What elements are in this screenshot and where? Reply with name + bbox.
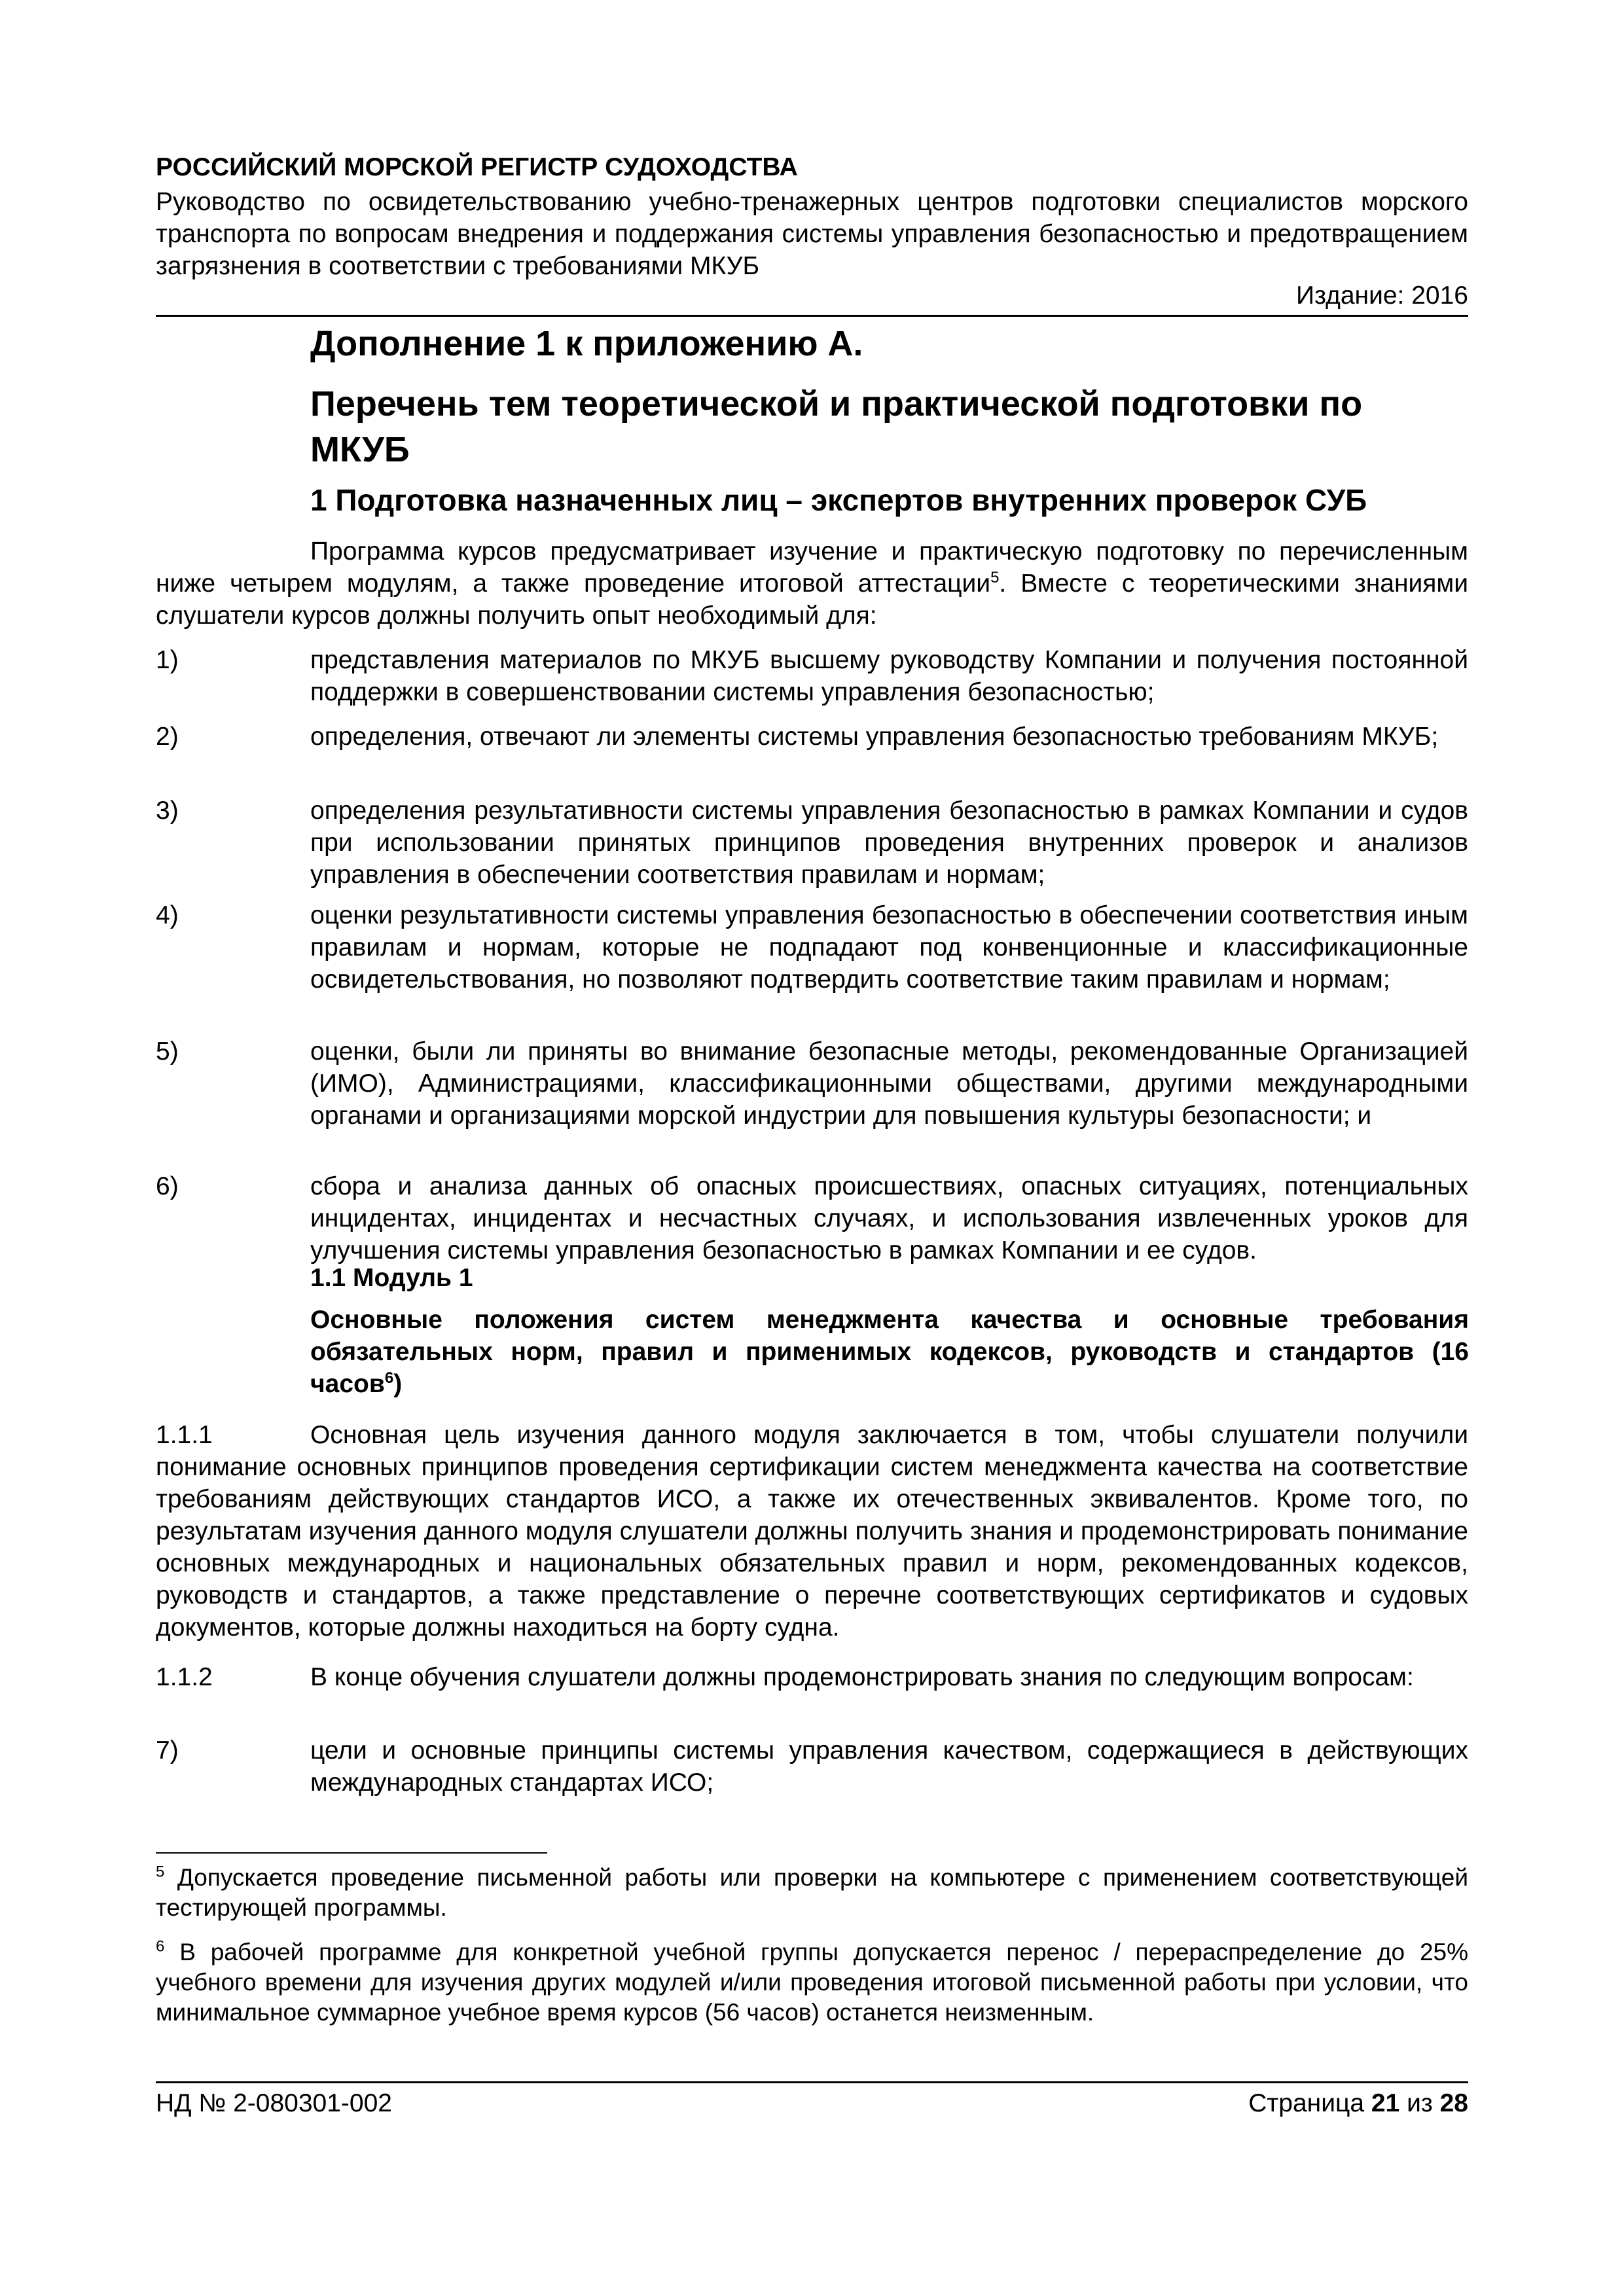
list-item-number: 7): [156, 1736, 179, 1765]
header-organization: РОССИЙСКИЙ МОРСКОЙ РЕГИСТР СУДОХОДСТВА: [156, 153, 798, 181]
list-item-text: цели и основные принципы системы управления качеством, содержащиеся в действующих международных стандартах ИСО;: [310, 1736, 1468, 1797]
clause-text: В конце обучения слушатели должны продемонстрировать знания по следующим вопросам:: [310, 1663, 1414, 1691]
clause-text: Основная цель изучения данного модуля заключается в том, чтобы слушатели получили понимание основных принципов проведения сертификации систем менеджмента качества на соответствие требованиям действующих стандартов ИСО, а также их отечественных эквивалентов. Кроме того, по результатам изучения данного модуля слушатели должны получить знания и продемонстрировать понимание основных международных и национальных обязательных правил и норм, рекомендованных кодексов, руководств и стандартов, а также представление о перечне соответствующих сертификатов и судовых документов, которые должны находиться на борту судна.: [156, 1421, 1468, 1641]
footnote-6: [156, 1937, 1468, 2028]
list-item-text: сбора и анализа данных об опасных происшествиях, опасных ситуациях, потенциальных инцидентах, инцидентах и несчастных случаях, и использования извлеченных уроков для улучшения системы управления безопасностью в рамках Компании и ее судов.: [310, 1172, 1468, 1265]
list-item-text: определения результативности системы управления безопасностью в рамках Компании и судов при использовании принятых принципов проведения внутренних проверок и анализов управления в обеспечении соответствия правилам и нормам;: [310, 797, 1468, 889]
list-item-number: 2): [156, 723, 179, 751]
footnote-5: [156, 1863, 1468, 1923]
module-subtitle-text: Основные положения систем менеджмента качества и основные требования обязательных норм, правил и применимых кодексов, руководств и стандартов (16 часов: [310, 1306, 1469, 1398]
footnote-ref-6[interactable]: 6: [384, 1369, 394, 1387]
footer-divider: [156, 2081, 1468, 2083]
page-word: Страница: [1248, 2089, 1365, 2117]
header-description: Руководство по освидетельствованию учебно-тренажерных центров подготовки специалистов морского транспорта по вопросам внедрения и поддержания системы управления безопасностью и предотвращением загрязнения в соответствии с требованиями МКУБ: [156, 188, 1468, 280]
section-intro-text: Программа курсов предусматривает изучение и практическую подготовку по перечисленным ниже четырем модулям, а также проведение итоговой аттестации: [156, 537, 1468, 598]
module-subtitle-text-end: ): [393, 1370, 403, 1398]
footer-doc-number: НД № 2-080301-002: [156, 2089, 392, 2117]
header-divider: [156, 315, 1468, 317]
list-item-number: 6): [156, 1172, 179, 1200]
page-of: из: [1407, 2089, 1433, 2117]
list-item-text: определения, отвечают ли элементы системы управления безопасностью требованиям МКУБ;: [310, 723, 1439, 751]
footnote-mark: 6: [156, 1937, 165, 1956]
list-item-number: 4): [156, 901, 179, 929]
list-item-number: 1): [156, 646, 179, 674]
page-current: 21: [1371, 2089, 1400, 2117]
section-intro: [156, 535, 1468, 632]
footnote-text: В рабочей программе для конкретной учебной группы допускается перенос / перераспределение до 25% учебного времени для изучения других модулей и/или проведения итоговой письменной работы при условии, что минимальное суммарное учебное время курсов (56 часов) останется неизменным.: [156, 1939, 1469, 2026]
page-title-line1: Дополнение 1 к приложению А.: [310, 324, 863, 363]
page-title-line2: Перечень тем теоретической и практической подготовки по МКУБ: [310, 384, 1363, 469]
module-title: 1.1 Модуль 1: [310, 1264, 473, 1292]
list-item-text: оценки результативности системы управления безопасностью в обеспечении соответствия иным правилам и нормам, которые не подпадают под конвенционные и классификационные освидетельствования, но позволяют подтвердить соответствие таким правилам и нормам;: [310, 901, 1468, 994]
footnote-divider: [156, 1852, 547, 1854]
section-intro-text-end: . Вместе с теоретическими знаниями слушатели курсов должны получить опыт необходимый для:: [156, 569, 1468, 630]
footnote-mark: 5: [156, 1863, 165, 1881]
footnote-text: Допускается проведение письменной работы или проверки на компьютере с применением соответствующей тестирующей программы.: [156, 1864, 1468, 1921]
list-item-number: 5): [156, 1037, 179, 1066]
list-item-text: представления материалов по МКУБ высшему руководству Компании и получения постоянной поддержки в совершенствовании системы управления безопасностью;: [310, 646, 1468, 706]
footnote-ref-5[interactable]: 5: [990, 569, 1000, 586]
page-total: 28: [1439, 2089, 1468, 2117]
header-edition: Издание: 2016: [1296, 281, 1468, 310]
clause-1-1-2: [156, 1661, 1468, 1693]
section-heading: 1 Подготовка назначенных лиц – экспертов внутренних проверок СУБ: [310, 483, 1367, 517]
module-subtitle: [310, 1304, 1469, 1400]
clause-number: 1.1.2: [156, 1663, 213, 1691]
list-item-text: оценки, были ли приняты во внимание безопасные методы, рекомендованные Организацией (ИМО), Администрациями, классификационными обществами, другими международными органами и организациями морской индустрии для повышения культуры безопасности; и: [310, 1037, 1468, 1130]
footer-page-indicator: [1248, 2088, 1468, 2119]
clause-number: 1.1.1: [156, 1421, 213, 1449]
list-item-number: 3): [156, 797, 179, 825]
clause-1-1-1: [156, 1419, 1468, 1643]
